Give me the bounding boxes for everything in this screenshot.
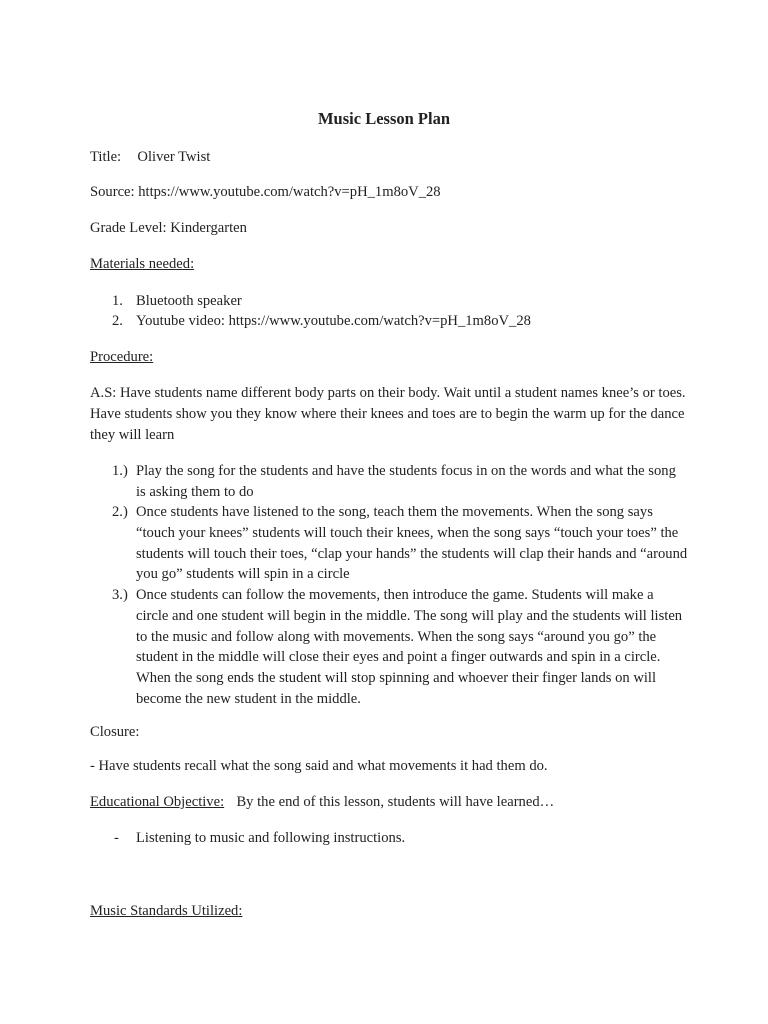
procedure-heading: Procedure:: [90, 349, 154, 365]
standards-heading: Music Standards Utilized:: [90, 903, 243, 919]
title-field: [90, 147, 690, 168]
list-item-text: Play the song for the students and have the students focus in on the words and what the song is asking them to do: [136, 463, 676, 500]
list-item-text: Youtube video: https://www.youtube.com/watch?v=pH_1m8oV_28: [136, 313, 531, 329]
title-label: Title:: [90, 149, 122, 165]
list-item-number: 2.): [112, 504, 128, 520]
materials-heading: Materials needed:: [90, 256, 195, 272]
list-item-text: Listening to music and following instructions.: [136, 830, 406, 846]
list-bullet: -: [114, 830, 119, 846]
objective-heading: Educational Objective:: [90, 794, 225, 810]
title-value: Oliver Twist: [137, 149, 211, 165]
list-item-number: 3.): [112, 587, 128, 603]
source-field: Source: https://www.youtube.com/watch?v=pH_1m8oV_28: [90, 184, 441, 200]
list-item-number: 2.: [112, 313, 123, 329]
list-item-text: Once students can follow the movements, then introduce the game. Students will make a circle and one student will begin in the middle. The song will play and the students will listen to the music and follow along with movements. When the song says “around you go” the student in the middle will close their eyes and point a finger outwards and spin in a circle. When the song ends the student will stop spinning and whoever their finger lands on will become the new student in the middle.: [136, 587, 683, 707]
procedure-intro: A.S: Have students name different body parts on their body. Wait until a student names knee’s or toes. Have students show you they know where their knees and toes are to begin the warm up for the dance they will learn: [90, 385, 686, 443]
objective-line: [90, 792, 690, 813]
list-item-text: Once students have listened to the song, teach them the movements. When the song says “touch your knees” students will touch their knees, when the song says “touch your toes” the students will touch their toes, “clap your hands” the students will clap their hands and “around you go” students will spin in a circle: [136, 504, 688, 583]
closure-heading: Closure:: [90, 724, 140, 740]
grade-level-field: Grade Level: Kindergarten: [90, 220, 247, 236]
closure-text: - Have students recall what the song said and what movements it had them do.: [90, 758, 548, 774]
list-item-number: 1.: [112, 293, 123, 309]
objective-text: By the end of this lesson, students will have learned…: [236, 794, 555, 810]
list-item-text: Bluetooth speaker: [136, 293, 242, 309]
page-title: Music Lesson Plan: [317, 109, 451, 128]
list-item-number: 1.): [112, 463, 128, 479]
